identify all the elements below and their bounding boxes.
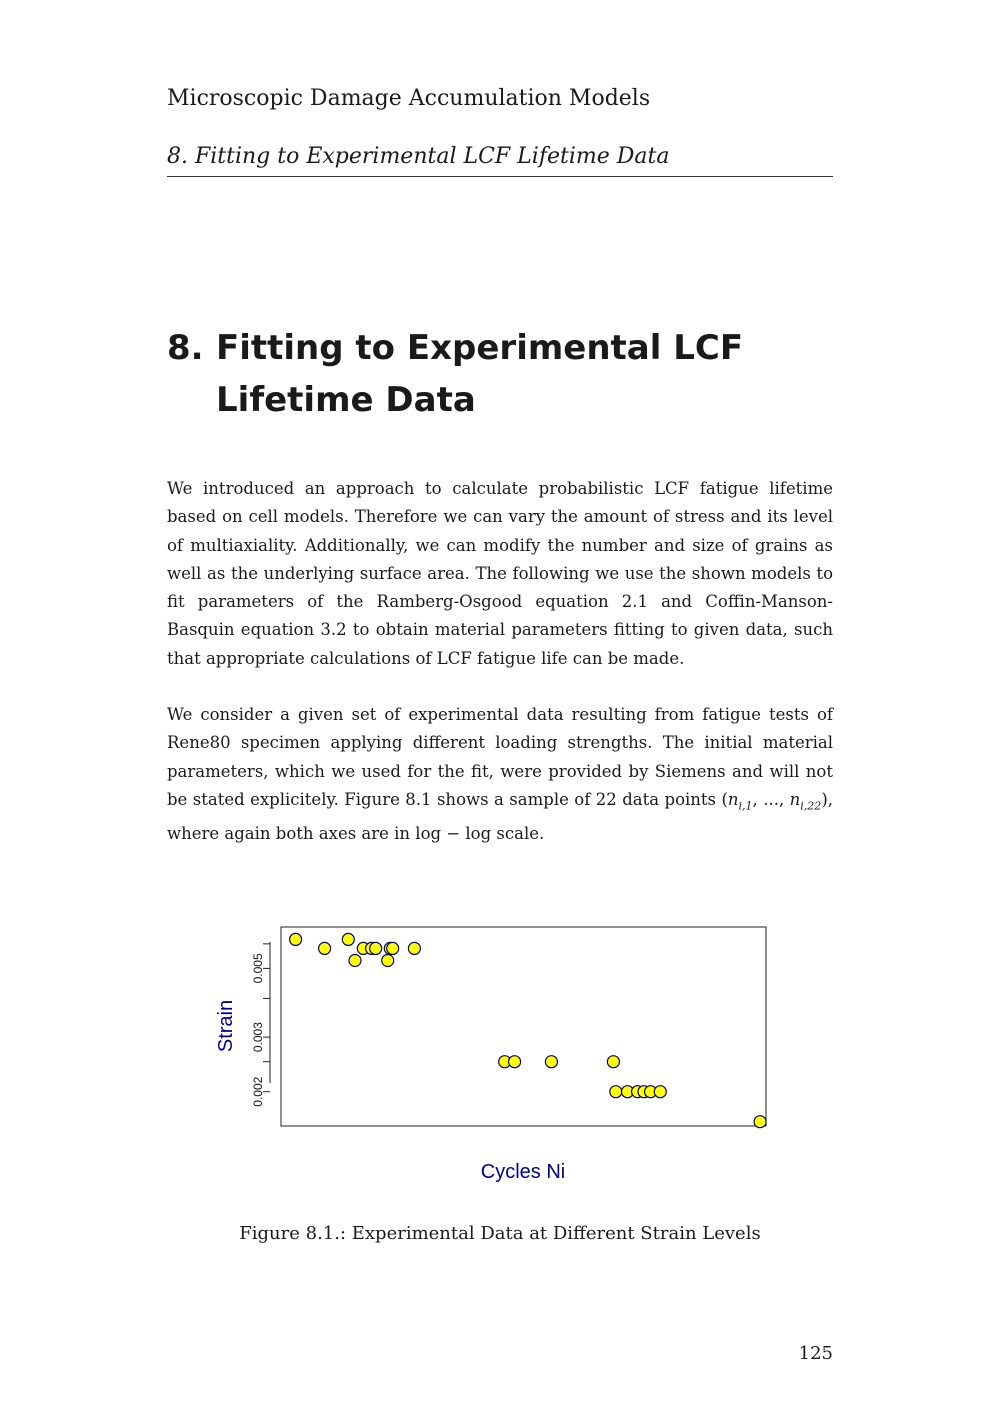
figure-8-1 <box>190 900 810 1200</box>
data-point-21 <box>654 1086 666 1098</box>
paragraph-data-description <box>167 701 833 849</box>
data-point-4 <box>349 955 361 967</box>
data-point-10 <box>387 942 399 954</box>
paragraph-intro: We introduced an approach to calculate probabilistic LCF fatigue lifetime based on cell models. Therefore we can vary the amount of stress and its level of multiaxiality. Additionally, we can modify the number and size of grains as well as the underlying surface area. The following we use the shown models to fit parameters of the Ramberg-Osgood equation 2.1 and Coffin-Manson-Basquin equation 3.2 to obtain material parameters fitting to given data, such that appropriate calculations of LCF fatigue life can be made. <box>167 479 833 668</box>
running-head-book-title: Microscopic Damage Accumulation Models <box>167 86 651 111</box>
paragraph2-text-start: We consider a given set of experimental data resulting from fatigue tests of Rene80 specimen applying different loading strengths. The initial material parameters, which we used for the fit, were provided by Siemens and will not be stated explicitely. Figure 8.1 shows a sample of 22 data points ( <box>167 705 833 809</box>
y-axis-label: Strain <box>215 999 237 1053</box>
chapter-title: Fitting to Experimental LCF Lifetime Data <box>216 328 744 420</box>
y-axis <box>251 942 270 1107</box>
y-tick-label: 0.005 <box>251 953 265 984</box>
data-point-16 <box>610 1086 622 1098</box>
running-head-chapter: 8. Fitting to Experimental LCF Lifetime Data <box>167 142 833 177</box>
data-point-22 <box>754 1116 766 1128</box>
paragraph2-text-end: ), where again both axes are in log − log scale. <box>167 789 833 844</box>
data-point-15 <box>607 1056 619 1068</box>
data-point-1 <box>290 933 302 945</box>
y-tick-label: 0.002 <box>251 1076 265 1107</box>
data-point-14 <box>545 1056 557 1068</box>
scatter-chart <box>190 900 810 1200</box>
data-point-11 <box>408 942 420 954</box>
x-axis-label: Cycles Ni <box>480 1161 566 1183</box>
data-points <box>290 933 766 1127</box>
data-point-2 <box>319 942 331 954</box>
chapter-number: 8. <box>167 328 204 368</box>
math-n-i22: $n_{i,22}$ <box>789 789 822 813</box>
data-point-3 <box>342 933 354 945</box>
math-n-i1: $n_{i,1}$ <box>727 789 753 813</box>
data-point-9 <box>382 955 394 967</box>
figure-caption: Figure 8.1.: Experimental Data at Different Strain Levels <box>239 1223 761 1244</box>
data-point-7 <box>370 942 382 954</box>
page-number: 125 <box>798 1343 833 1364</box>
y-tick-label: 0.003 <box>251 1022 265 1053</box>
chapter-heading <box>167 322 847 426</box>
math-ellipsis: , ..., <box>752 789 790 809</box>
data-point-13 <box>509 1056 521 1068</box>
